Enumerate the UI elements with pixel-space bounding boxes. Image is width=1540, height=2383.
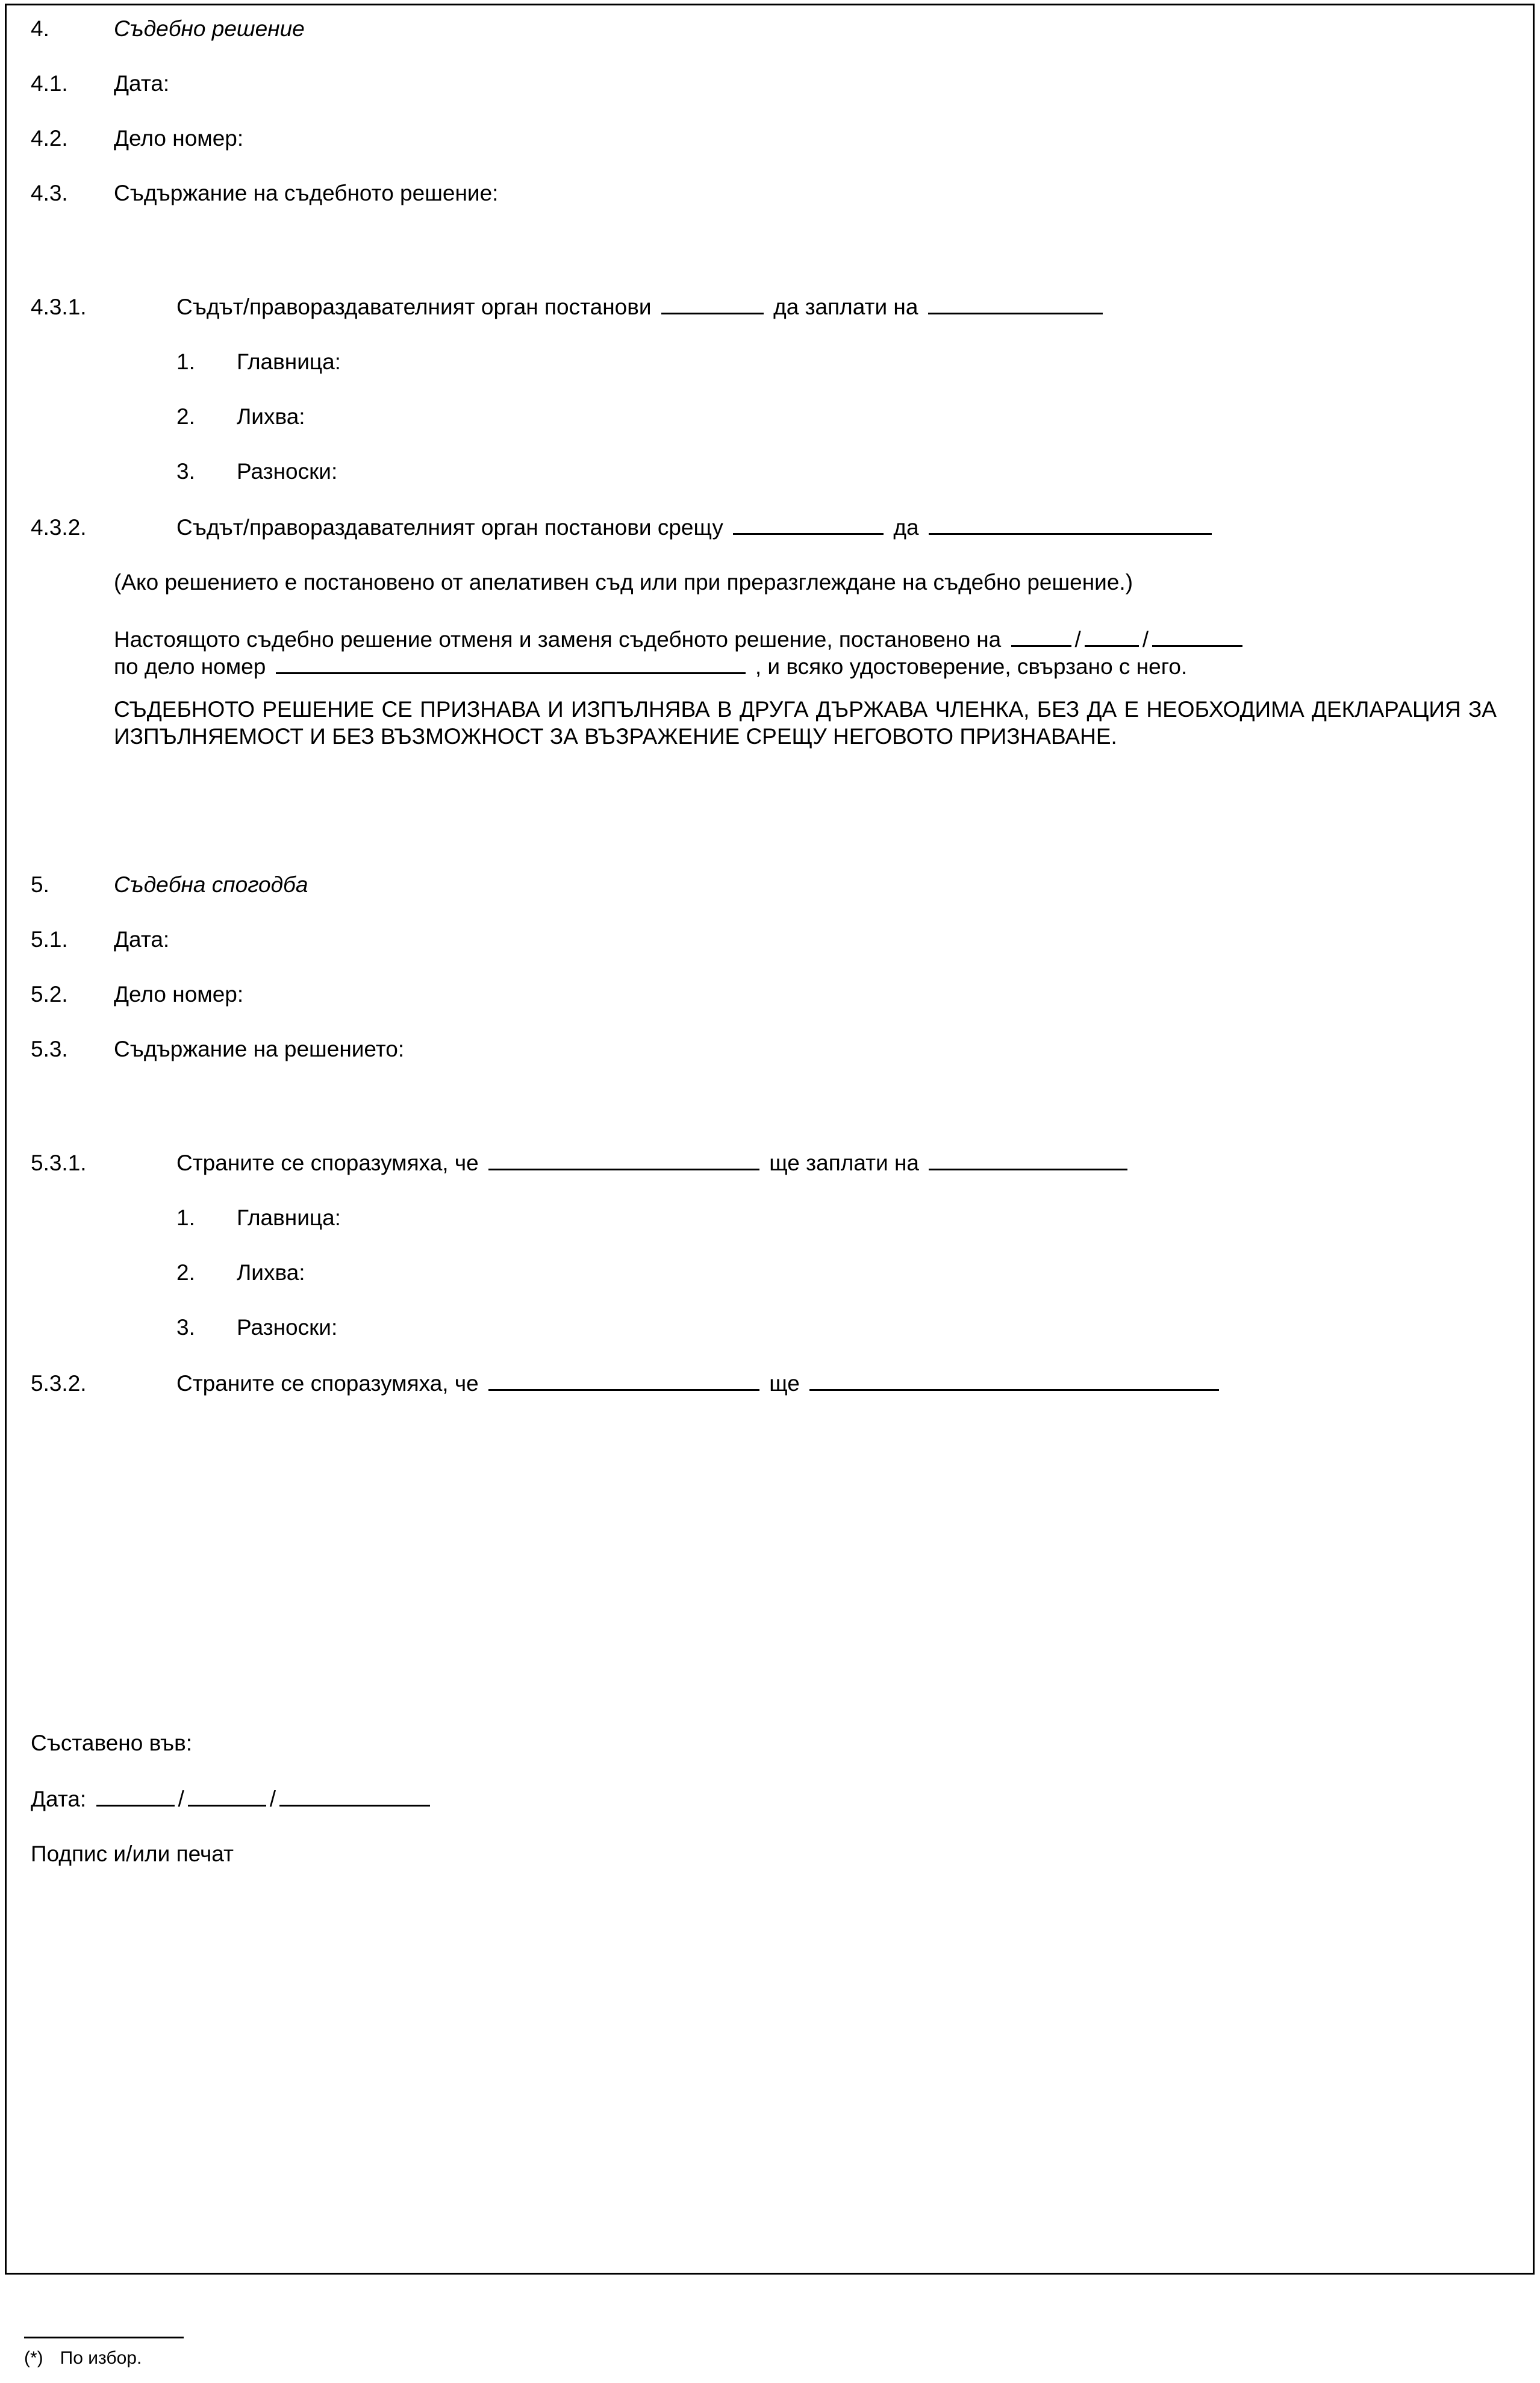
- footnote: [24, 2348, 184, 2369]
- subitem-number-1-531: 1.: [176, 1205, 195, 1230]
- blank-field-payer-531[interactable]: [488, 1151, 759, 1170]
- signature-block: [31, 1732, 1497, 1865]
- date-slash-1: /: [1074, 627, 1081, 652]
- blank-field-obligation-532[interactable]: [809, 1371, 1219, 1391]
- section-heading-4-3: [31, 182, 1497, 204]
- item-number-4-3-1: 4.3.1.: [31, 295, 87, 319]
- subitem-label-interest-531: Лихва:: [237, 1260, 305, 1285]
- section-number-4-2: 4.2.: [31, 126, 68, 151]
- subitems-4-3-1: [176, 351, 1497, 483]
- sign-slash-2: /: [269, 1786, 276, 1811]
- section-number-4-1: 4.1.: [31, 71, 68, 96]
- item-4-3-1-text-b: да заплати на: [773, 295, 918, 319]
- section-heading-5: [31, 873, 1497, 896]
- section-title-5: Съдебна спогодба: [114, 872, 308, 897]
- date-label: Дата:: [31, 1786, 87, 1811]
- section-title-4: Съдебно решение: [114, 16, 305, 41]
- subitem-label-principal-531: Главница:: [237, 1205, 341, 1230]
- section-title-5-3: Съдържание на решението:: [114, 1036, 405, 1061]
- subitems-5-3-1: [176, 1207, 1497, 1338]
- blank-field-sign-day[interactable]: [96, 1787, 175, 1807]
- footnote-separator: [24, 2337, 184, 2338]
- sign-slash-1: /: [178, 1786, 184, 1811]
- subitem-label-costs-531: Разноски:: [237, 1314, 338, 1340]
- blank-field-party-532[interactable]: [488, 1371, 759, 1391]
- document-content: [31, 17, 1497, 1865]
- item-4-3-2: [31, 515, 1497, 539]
- subitem-number-3-531: 3.: [176, 1314, 195, 1340]
- paragraph-replaces-judgment: [114, 626, 1497, 680]
- blank-field-payee-531[interactable]: [929, 1151, 1127, 1170]
- subitem-number-1-431: 1.: [176, 349, 195, 374]
- footnote-area: [24, 2337, 184, 2369]
- recognition-statement: СЪДЕБНОТО РЕШЕНИЕ СЕ ПРИЗНАВА И ИЗПЪЛНЯВА В ДРУГА ДЪРЖАВА ЧЛЕНКА, БЕЗ ДА Е НЕОБХОДИМА ДЕКЛАРАЦИЯ ЗА ИЗПЪЛНЯЕМОСТ И БЕЗ ВЪЗМОЖНОСТ ЗА ВЪЗРАЖЕНИЕ СРЕЩУ НЕГОВОТО ПРИЗНАВАНЕ.: [114, 697, 1497, 749]
- subitem-costs-431: [176, 460, 1497, 483]
- subitem-interest-431: [176, 405, 1497, 428]
- paragraph-replaces-text-c: , и всяко удостоверение, свързано с него.: [755, 654, 1188, 679]
- item-4-3-2-text-a: Съдът/правораздавателният орган постанови срещу: [176, 515, 723, 540]
- item-number-5-3-1: 5.3.1.: [31, 1150, 87, 1175]
- section-title-4-1: Дата:: [114, 71, 170, 96]
- blank-field-year[interactable]: [1152, 627, 1242, 647]
- section-number-4: 4.: [31, 16, 49, 41]
- document-border-frame: [5, 4, 1535, 2275]
- blank-field-debtor-431[interactable]: [661, 295, 764, 314]
- item-4-3-1: [31, 295, 1497, 318]
- section-title-4-3: Съдържание на съдебното решение:: [114, 181, 499, 205]
- item-text-4-3-2: [176, 515, 1497, 539]
- subitem-principal-531: [176, 1207, 1497, 1229]
- blank-field-creditor-431[interactable]: [928, 295, 1103, 314]
- item-number-5-3-2: 5.3.2.: [31, 1370, 87, 1396]
- item-5-3-1: [31, 1151, 1497, 1174]
- blank-field-day[interactable]: [1011, 627, 1071, 647]
- paragraph-replaces-text-b: по дело номер: [114, 654, 266, 679]
- section-title-5-2: Дело номер:: [114, 981, 244, 1007]
- subitem-number-2-431: 2.: [176, 404, 195, 429]
- date-line: [31, 1787, 1497, 1810]
- section-heading-5-1: [31, 928, 1497, 951]
- blank-field-party-432[interactable]: [733, 515, 884, 535]
- subitem-label-principal-431: Главница:: [237, 349, 341, 374]
- section-title-5-1: Дата:: [114, 926, 170, 952]
- subitem-number-3-431: 3.: [176, 459, 195, 484]
- subitem-principal-431: [176, 351, 1497, 373]
- section-number-5-1: 5.1.: [31, 926, 68, 952]
- item-number-4-3-2: 4.3.2.: [31, 515, 87, 540]
- footnote-marker: (*): [24, 2348, 43, 2368]
- section-heading-5-2: [31, 983, 1497, 1005]
- section-heading-4-2: [31, 127, 1497, 149]
- place-line: Съставено във:: [31, 1730, 193, 1755]
- item-4-3-2-text-b: да: [893, 515, 919, 540]
- section-heading-4-1: [31, 72, 1497, 95]
- section-heading-5-3: [31, 1038, 1497, 1060]
- footnote-label: По избор.: [60, 2348, 142, 2368]
- blank-field-month[interactable]: [1085, 627, 1139, 647]
- subitem-costs-531: [176, 1316, 1497, 1338]
- section-heading-4: [31, 17, 1497, 40]
- note-4-3-2: (Ако решението е постановено от апелативен съд или при преразглеждане на съдебно решение.): [114, 570, 1133, 595]
- item-text-4-3-1: [176, 295, 1497, 318]
- item-5-3-1-text-a: Страните се споразумяха, че: [176, 1150, 479, 1175]
- section-number-5-3: 5.3.: [31, 1036, 68, 1061]
- subitem-label-interest-431: Лихва:: [237, 404, 305, 429]
- paragraph-replaces-text-a: Настоящото съдебно решение отменя и заменя съдебното решение, постановено на: [114, 627, 1002, 652]
- section-number-5-2: 5.2.: [31, 981, 68, 1007]
- blank-field-order-432[interactable]: [929, 515, 1212, 535]
- item-5-3-1-text-b: ще заплати на: [769, 1150, 920, 1175]
- item-5-3-2-text-b: ще: [769, 1370, 800, 1396]
- item-4-3-1-text-a: Съдът/правораздавателният орган постанови: [176, 295, 652, 319]
- blank-field-sign-year[interactable]: [279, 1787, 430, 1807]
- item-5-3-2-text-a: Страните се споразумяха, че: [176, 1370, 479, 1396]
- date-slash-2: /: [1142, 627, 1149, 652]
- signature-label: Подпис и/или печат: [31, 1841, 234, 1866]
- item-text-5-3-1: [176, 1151, 1497, 1174]
- blank-field-case-number-432[interactable]: [276, 654, 746, 674]
- section-number-5: 5.: [31, 872, 49, 897]
- subitem-interest-531: [176, 1261, 1497, 1284]
- section-number-4-3: 4.3.: [31, 181, 68, 205]
- blank-field-sign-month[interactable]: [188, 1787, 266, 1807]
- item-text-5-3-2: [176, 1371, 1497, 1395]
- item-5-3-2: [31, 1371, 1497, 1395]
- section-title-4-2: Дело номер:: [114, 126, 244, 151]
- subitem-number-2-531: 2.: [176, 1260, 195, 1285]
- subitem-label-costs-431: Разноски:: [237, 459, 338, 484]
